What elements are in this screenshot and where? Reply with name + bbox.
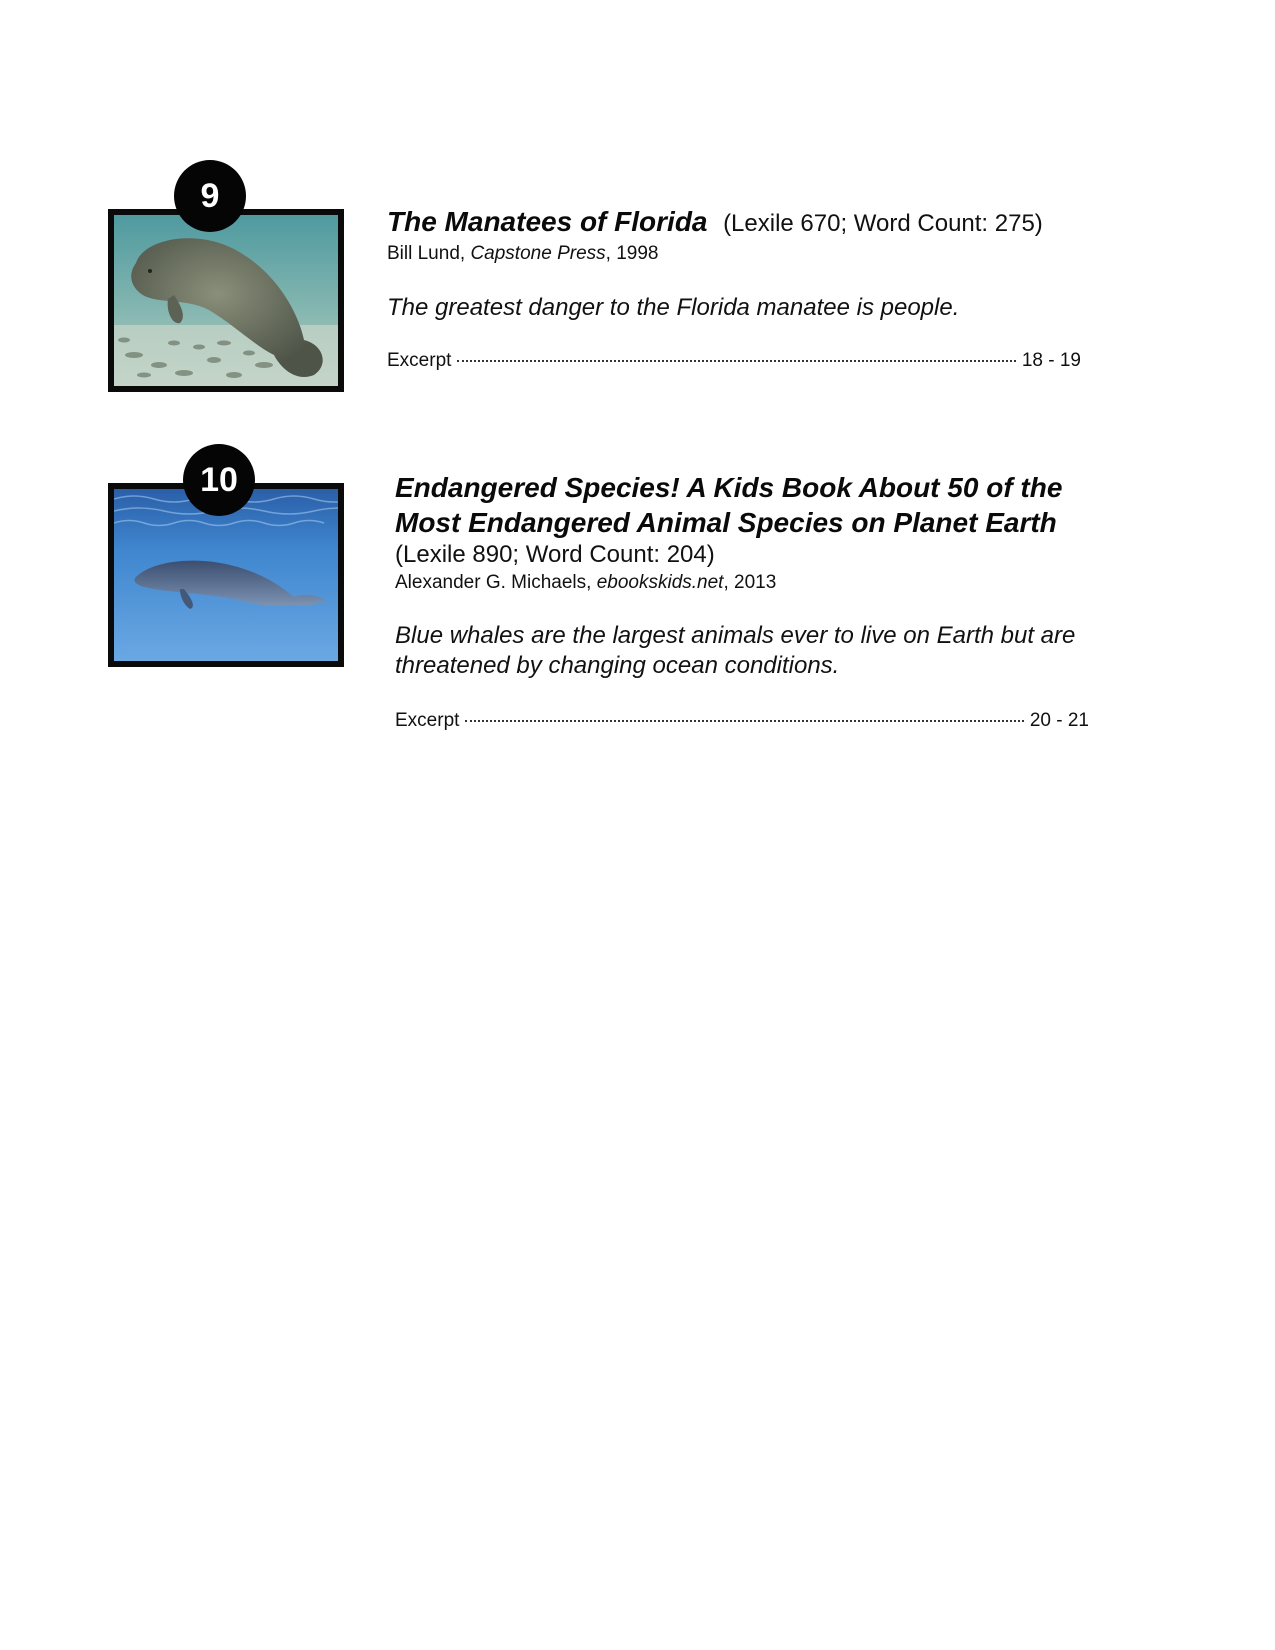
entry-number-badge: 10 bbox=[183, 444, 255, 516]
toc-line bbox=[387, 349, 1081, 373]
dot-leader bbox=[465, 720, 1023, 722]
summary-line-2: threatened by changing ocean conditions. bbox=[395, 652, 840, 679]
toc-line bbox=[395, 709, 1089, 733]
year: , 2013 bbox=[723, 572, 777, 593]
book-title bbox=[395, 470, 1115, 540]
toc-label: Excerpt bbox=[395, 710, 460, 731]
lexile-word-count: (Lexile 670; Word Count: 275) bbox=[723, 210, 1043, 237]
summary bbox=[395, 621, 1115, 681]
book-title bbox=[387, 204, 1107, 241]
author: Bill Lund, bbox=[387, 243, 471, 264]
manatee-photo bbox=[108, 209, 344, 392]
byline bbox=[395, 570, 1115, 596]
lexile-word-count: (Lexile 890; Word Count: 204) bbox=[395, 541, 715, 568]
book-title-line-2: Most Endangered Animal Species on Planet Earth bbox=[395, 507, 1057, 538]
entry-number-badge: 9 bbox=[174, 160, 246, 232]
dot-leader bbox=[457, 360, 1015, 362]
byline bbox=[387, 241, 1107, 267]
publisher: Capstone Press bbox=[470, 243, 606, 264]
publisher: ebookskids.net bbox=[596, 572, 724, 593]
summary: The greatest danger to the Florida manatee is people. bbox=[387, 294, 960, 321]
toc-pages: 20 - 21 bbox=[1029, 710, 1089, 731]
book-title-line-1: Endangered Species! A Kids Book About 50 of the bbox=[395, 472, 1063, 503]
book-title-text: The Manatees of Florida bbox=[387, 206, 708, 237]
year: , 1998 bbox=[605, 243, 659, 264]
summary-line-1: Blue whales are the largest animals ever to live on Earth but are bbox=[395, 622, 1076, 649]
toc-pages: 18 - 19 bbox=[1021, 350, 1081, 371]
toc-label: Excerpt bbox=[387, 350, 452, 371]
manatee-image bbox=[114, 215, 338, 386]
author: Alexander G. Michaels, bbox=[395, 572, 597, 593]
